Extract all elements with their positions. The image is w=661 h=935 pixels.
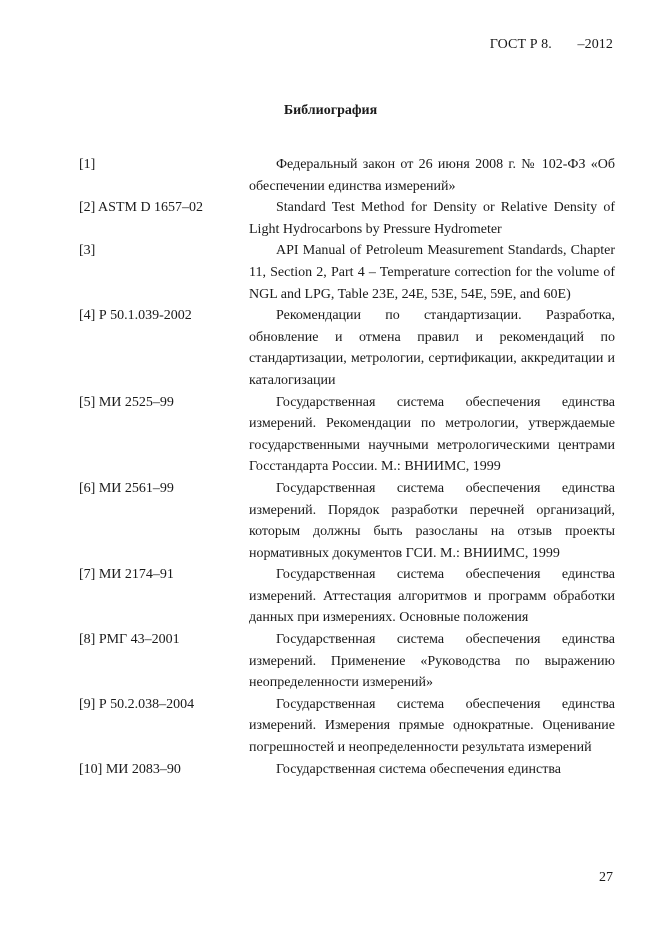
gost-code: ГОСТ Р 8. (489, 37, 552, 52)
bibliography-list (79, 154, 615, 780)
entry-text: Государственная система обеспечения единства (276, 761, 561, 777)
gost-year-suffix: –2012 (577, 37, 613, 52)
entry-reference: [7] МИ 2174–91 (79, 567, 174, 583)
entry-reference: [1] (79, 157, 96, 172)
bibliography-entry (79, 305, 615, 391)
entry-reference: [3] (79, 243, 96, 259)
entry-reference: [4] Р 50.1.039-2002 (79, 308, 192, 324)
page-header (490, 37, 613, 53)
bibliography-entry (79, 154, 615, 197)
entry-text: Государственная система обеспечения единства измерений. Рекомендации по метрологии, утверждаемые государственными научными метрологическими центрами Госстандарта России. М.: ВНИИМС, 1999 (249, 394, 615, 475)
entry-reference: [10] МИ 2083–90 (79, 761, 181, 777)
bibliography-entry (79, 240, 615, 305)
entry-text: Государственная система обеспечения единства измерений. Порядок разработки перечней организаций, которым должны быть разосланы на отзыв проекты нормативных документов ГСИ. М.: ВНИИМС, 1999 (249, 480, 615, 561)
entry-text: Рекомендации по стандартизации. Разработка, обновление и отмена правил и рекомендаций по стандартизации, метрологии, сертификации, аккредитации и каталогизации (249, 308, 615, 388)
bibliography-entry (79, 629, 615, 694)
entry-text: API Manual of Petroleum Measurement Standards, Chapter 11, Section 2, Part 4 – Temperature correction for the volume of NGL and LPG, Table 23E, 24E, 53E, 54E, 59E, and 60E) (249, 243, 615, 302)
entry-text: Государственная система обеспечения единства измерений. Применение «Руководства по выражению неопределенности измерений» (249, 632, 615, 691)
entry-text: Государственная система обеспечения единства измерений. Измерения прямые однократные. Оценивание погрешностей и неопределенности результата измерений (249, 696, 615, 756)
bibliography-entry (79, 392, 615, 478)
bibliography-entry (79, 564, 615, 629)
section-title: Библиография (283, 103, 378, 118)
bibliography-entry (79, 694, 615, 759)
bibliography-entry (79, 197, 615, 240)
entry-text: Standard Test Method for Density or Relative Density of Light Hydrocarbons by Pressure Hydrometer (249, 200, 615, 237)
bibliography-entry (79, 759, 615, 781)
entry-text: Федеральный закон от 26 июня 2008 г. № 102-ФЗ «Об обеспечении единства измерений» (249, 157, 615, 194)
entry-reference: [8] РМГ 43–2001 (79, 632, 180, 648)
entry-reference: [2] ASTM D 1657–02 (79, 200, 204, 216)
page-number: 27 (599, 870, 613, 885)
entry-text: Государственная система обеспечения единства измерений. Аттестация алгоритмов и программ обработки данных при измерениях. Основные положения (249, 567, 615, 626)
entry-reference: [9] Р 50.2.038–2004 (79, 696, 195, 712)
bibliography-entry (79, 478, 615, 564)
entry-reference: [5] МИ 2525–99 (79, 394, 174, 410)
entry-reference: [6] МИ 2561–99 (79, 480, 174, 496)
